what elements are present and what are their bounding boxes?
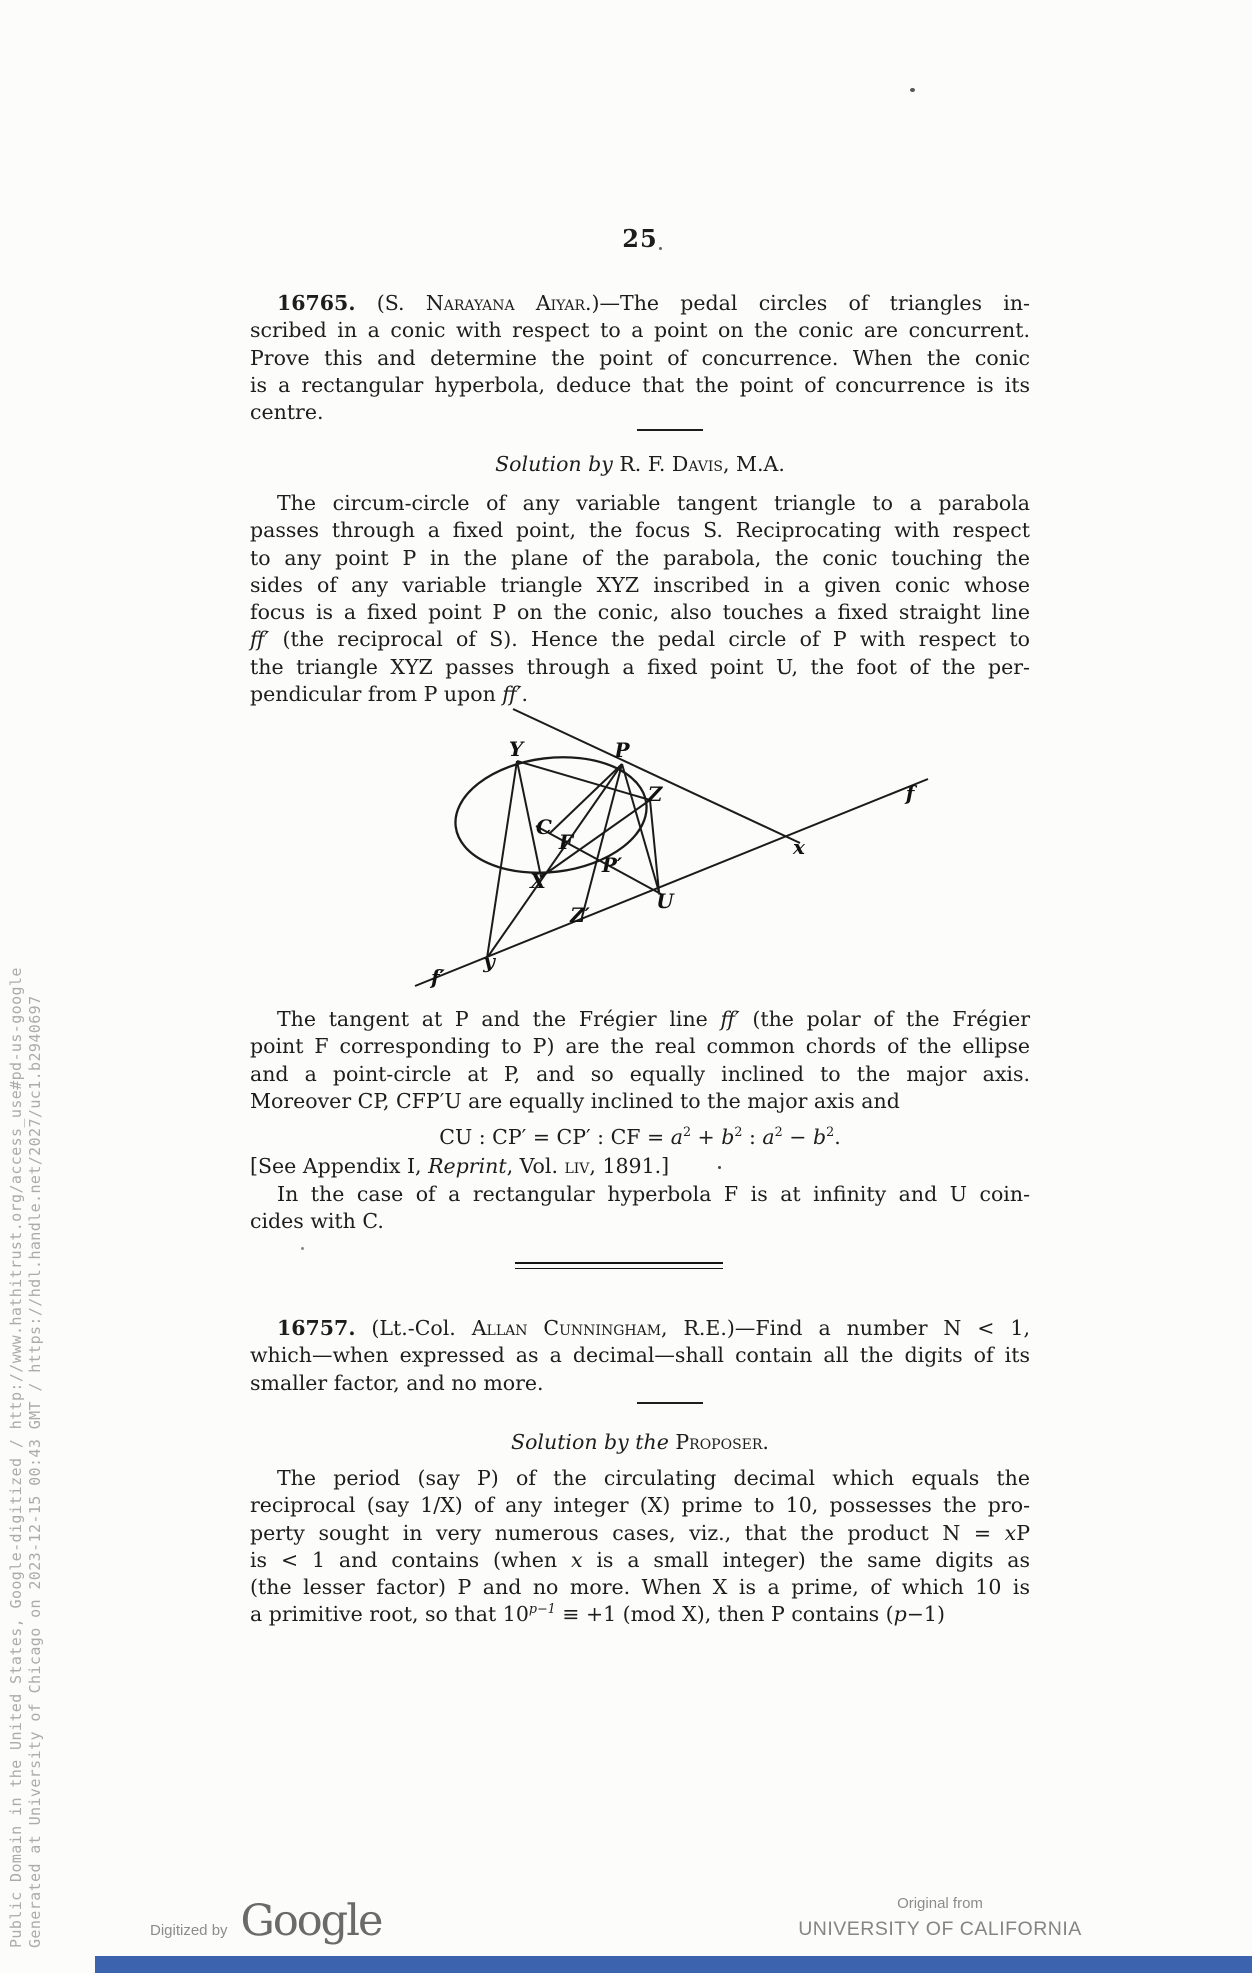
solution-16765-paragraph: The circum-circle of any variable tangent triangle to a parabola passes through a fixed point, the focus S. Reciprocating with respect to any point P in the plane of the parabola, the conic touching the sides of any variable triangle XYZ inscribed in a given conic whose focus is a fixed point P on the conic, also touches a fixed straight line ff′ (the reciprocal of S). Hence the pedal circle of P with respect to the triangle XYZ passes through a fixed point U, the foot of the per- pendicular from P upon ff′. (250, 491, 1030, 707)
ratio-formula: CU : CP′ = CP′ : CF = $a^2 + b^2$ : $a^2 - b^2$. (439, 1124, 841, 1149)
figure-label-P-prime: P′ (601, 853, 623, 877)
figure-label-P: P (614, 738, 630, 762)
appendix-reference: [See Appendix I, Reprint, Vol. liv, 1891.] (250, 1154, 670, 1178)
sidebar-provenance-line1: Generated at University of Chicago on 2023-12-15 00:43 GMT / https://hdl.handle.net/2027/uc1.b2940697 (26, 995, 44, 1948)
figure-label-f-prime: f′ (431, 965, 445, 989)
sidebar-provenance-line2: Public Domain in the United States, Google-digitized / http://www.hathitrust.org/access_use#pd-us-google (7, 967, 25, 1948)
geometry-figure (405, 700, 945, 1000)
tangent-fregier-paragraph: The tangent at P and the Frégier line ff′ (the polar of the Frégier point F corresponding to P) are the real common chords of the ellipse and a point-circle at P, and so equally inclined to the major axis. Moreover CP, CFP′U are equally inclined to the major axis and (250, 1007, 1031, 1113)
separator-rule (637, 1402, 703, 1404)
figure-label-Z-prime: Z′ (570, 903, 590, 927)
scan-speck (718, 1166, 721, 1169)
separator-rule (637, 429, 703, 431)
scan-speck (659, 247, 662, 250)
figure-label-U: U (656, 889, 674, 913)
figure-label-F: F (558, 830, 574, 854)
scan-edge-blue-bar (95, 1956, 1252, 1973)
rectangular-hyperbola-note: In the case of a rectangular hyperbola F is at infinity and U coin- cides with C. (250, 1182, 1030, 1234)
solution-heading-proposer: Solution by the Proposer. (511, 1430, 769, 1454)
double-rule-separator (515, 1262, 723, 1269)
figure-label-Y: Y (508, 737, 524, 761)
figure-label-x: x (793, 835, 805, 859)
page-number: 25 (622, 224, 658, 253)
figure-line (487, 761, 517, 958)
figure-label-f: f (905, 781, 915, 805)
scan-speck (301, 1247, 304, 1250)
figure-line (581, 764, 622, 921)
institution-label: UNIVERSITY OF CALIFORNIA (798, 1918, 1082, 1940)
problem-16765-statement: 16765. (S. Narayana Aiyar.)—The pedal circles of triangles in- scribed in a conic with respect to a point on the conic are concurrent. Prove this and determine the point of concurrence. When the conic is a rectangular hyperbola, deduce that the point of concurrence is its centre. (250, 291, 1030, 425)
figure-line (513, 709, 800, 843)
original-from-label: Original from (897, 1895, 983, 1912)
solution-heading-davis: Solution by R. F. Davis, M.A. (495, 452, 785, 476)
figure-label-Z: Z (647, 782, 663, 806)
figure-label-y: y (483, 949, 495, 973)
digitized-by-label: Digitized by (150, 1922, 228, 1939)
original-from-block (775, 1895, 1105, 1941)
digitized-by-google (150, 1896, 381, 1946)
solution-16757-paragraph: The period (say P) of the circulating decimal which equals the reciprocal (say 1/X) of any integer (X) prime to 10, possesses the pro- perty sought in very numerous cases, viz., that the product N = xP is < 1 and contains (when x is a small integer) the same digits as (the lesser factor) P and no more. When X is a prime, of which 10 is a primitive root, so that $10^{p-1} \equiv +1$ (mod X), then P contains (p−1) (250, 1466, 1030, 1627)
figure-label-C: C (536, 815, 552, 839)
problem-16757-statement: 16757. (Lt.-Col. Allan Cunningham, R.E.)—Find a number N < 1, which—when expressed as a decimal—shall contain all the digits of its smaller factor, and no more. (250, 1316, 1030, 1395)
google-logo: Google (240, 1896, 382, 1946)
scan-speck (910, 88, 915, 92)
figure-label-X: X (530, 869, 546, 893)
